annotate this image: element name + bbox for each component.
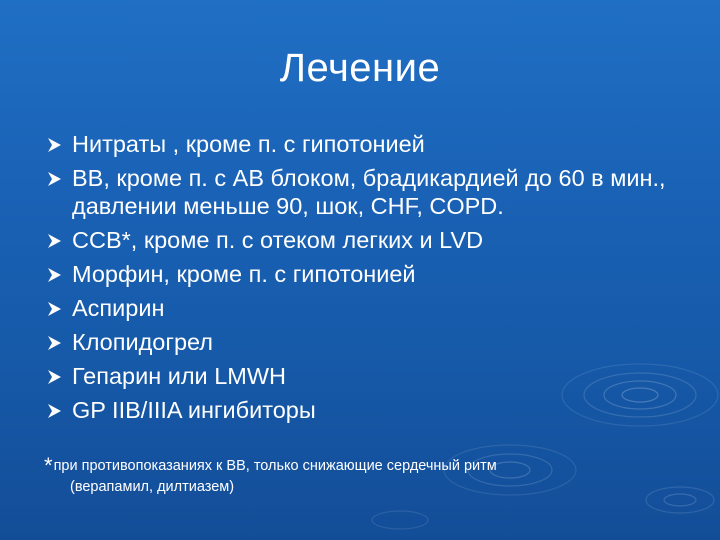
bullet-text: GP IIB/IIIA ингибиторы: [72, 396, 316, 423]
footnote-line-2: (верапамил, дилтиазем): [70, 479, 235, 495]
footnote: [44, 455, 684, 498]
arrowhead-bullet-icon: [46, 233, 62, 249]
bullet-text: BB, кроме п. с AB блоком, брадикардией до 60 в мин., давлении меньше 90, шок, CHF, COPD.: [72, 164, 666, 220]
bullet-item-aspirin: [46, 294, 696, 323]
bullet-text: Морфин, кроме п. с гипотонией: [72, 261, 416, 288]
arrowhead-bullet-icon: [46, 335, 62, 351]
arrowhead-bullet-icon: [46, 403, 62, 419]
bullet-item-gp-inhibitors: [46, 396, 696, 425]
bullet-item-nitrates: [46, 130, 696, 159]
arrowhead-bullet-icon: [46, 267, 62, 283]
bullet-list: [46, 130, 696, 430]
arrowhead-bullet-icon: [46, 171, 62, 187]
arrowhead-bullet-icon: [46, 301, 62, 317]
bullet-text: CCB*, кроме п. с отеком легких и LVD: [72, 227, 484, 254]
bullet-text: Клопидогрел: [72, 328, 214, 355]
bullet-item-clopidogrel: [46, 328, 696, 357]
bullet-item-ccb: [46, 226, 696, 255]
bullet-item-heparin: [46, 362, 696, 391]
arrowhead-bullet-icon: [46, 369, 62, 385]
footnote-line-1: при противопоказаниях к BB, только снижающие сердечный ритм: [53, 458, 497, 474]
bullet-text: Гепарин или LMWH: [72, 362, 287, 389]
bullet-item-morphine: [46, 260, 696, 289]
slide-title: Лечение: [279, 46, 441, 90]
bullet-text: Аспирин: [72, 295, 165, 322]
bullet-item-bb: [46, 164, 696, 221]
footnote-asterisk: *: [44, 453, 53, 478]
bullet-text: Нитраты , кроме п. с гипотонией: [72, 131, 425, 157]
arrowhead-bullet-icon: [46, 137, 62, 153]
